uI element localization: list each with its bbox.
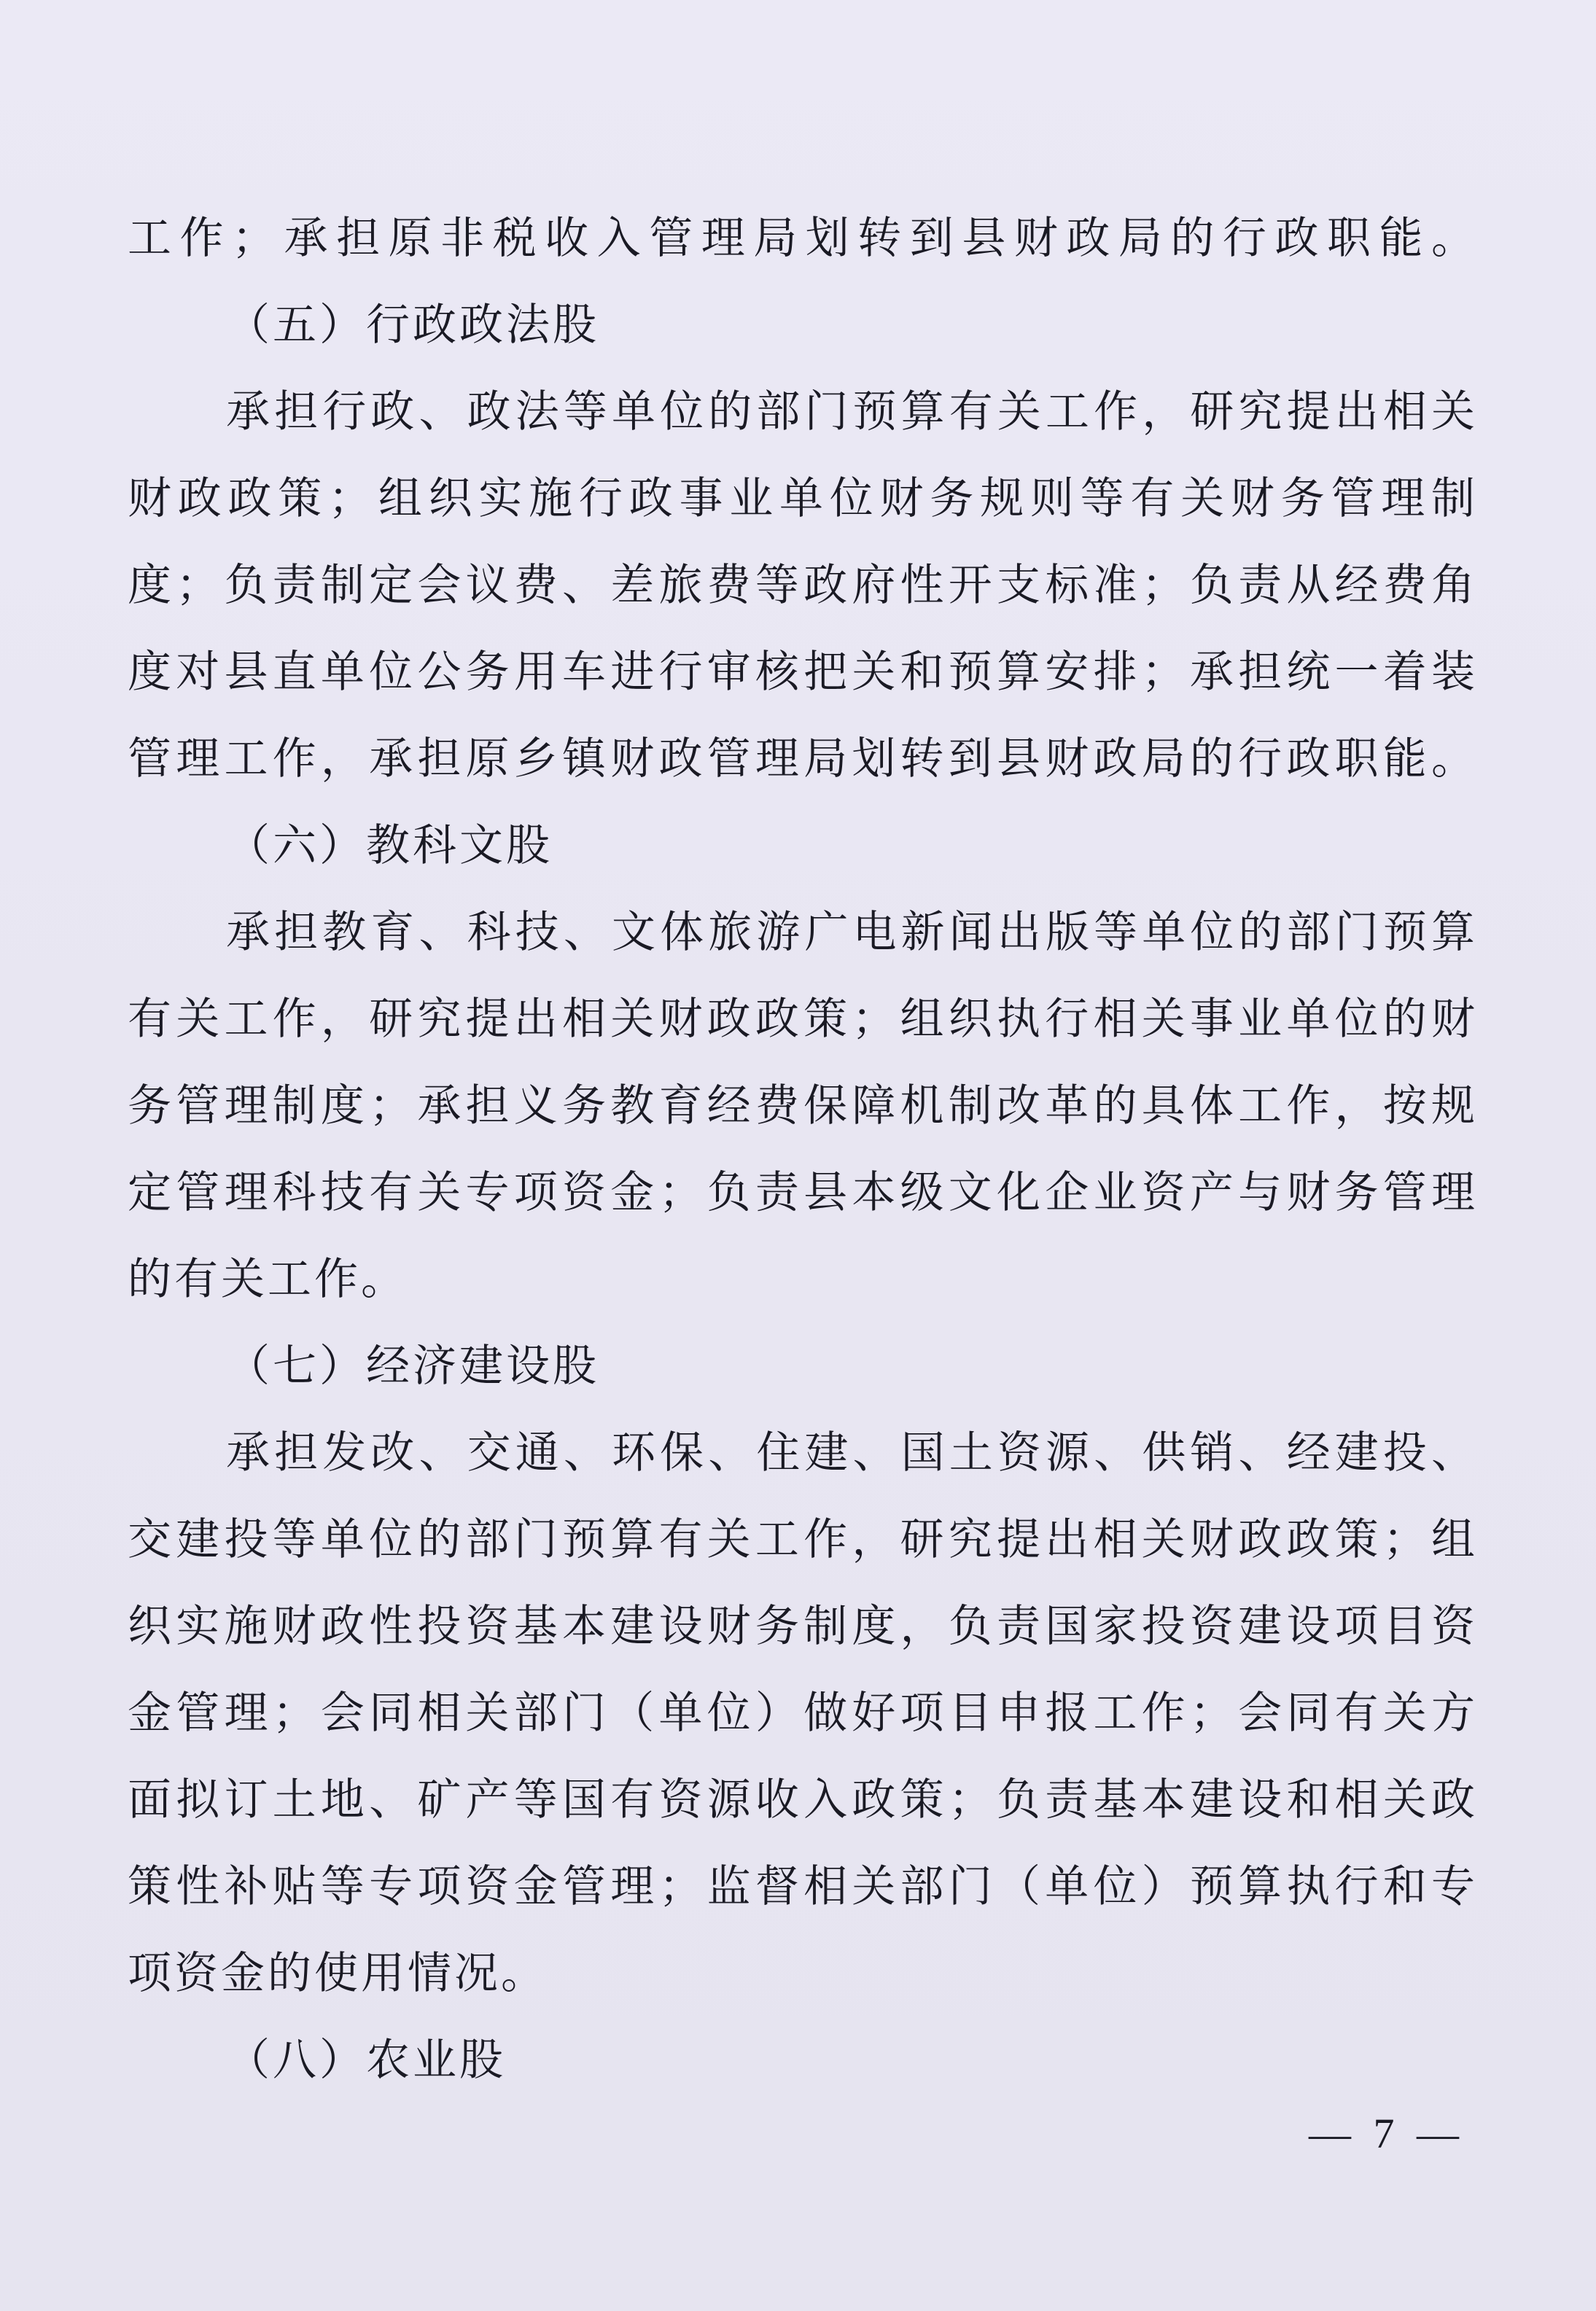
paragraph-line: 工作；承担原非税收入管理局划转到县财政局的行政职能。 [128, 213, 1476, 264]
paragraph-line: 度对县直单位公务用车进行审核把关和预算安排；承担统一着装 [128, 647, 1476, 698]
section-heading: （八）农业股 [226, 2035, 506, 2086]
document-body [128, 195, 1476, 2104]
section-heading: （六）教科文股 [226, 820, 553, 871]
section-heading: （七）经济建设股 [226, 1341, 599, 1392]
paragraph-line: 承担教育、科技、文体旅游广电新闻出版等单位的部门预算 [226, 907, 1476, 958]
paragraph-line: 度；负责制定会议费、差旅费等政府性开支标准；负责从经费角 [128, 560, 1476, 611]
paragraph-line: 策性补贴等专项资金管理；监督相关部门（单位）预算执行和专 [128, 1861, 1476, 1912]
paragraph-line: 金管理；会同相关部门（单位）做好项目申报工作；会同有关方 [128, 1688, 1476, 1739]
paragraph-line: 定管理科技有关专项资金；负责县本级文化企业资产与财务管理 [128, 1167, 1476, 1218]
paragraph-line: 织实施财政性投资基本建设财务制度，负责国家投资建设项目资 [128, 1601, 1476, 1652]
paragraph-line: 务管理制度；承担义务教育经费保障机制改革的具体工作，按规 [128, 1080, 1476, 1131]
page-number: — 7 — [1309, 2110, 1465, 2157]
paragraph-line: 财政政策；组织实施行政事业单位财务规则等有关财务管理制 [128, 473, 1476, 524]
section-heading: （五）行政政法股 [226, 300, 599, 351]
paragraph-line: 的有关工作。 [128, 1254, 408, 1305]
paragraph-line: 面拟订土地、矿产等国有资源收入政策；负责基本建设和相关政 [128, 1774, 1476, 1825]
paragraph-line: 管理工作，承担原乡镇财政管理局划转到县财政局的行政职能。 [128, 733, 1476, 784]
paragraph-line: 项资金的使用情况。 [128, 1948, 548, 1999]
paragraph-line: 有关工作，研究提出相关财政政策；组织执行相关事业单位的财 [128, 994, 1476, 1045]
paragraph-line: 承担发改、交通、环保、住建、国土资源、供销、经建投、 [226, 1427, 1476, 1478]
paragraph-line: 承担行政、政法等单位的部门预算有关工作，研究提出相关 [226, 386, 1476, 437]
paragraph-line: 交建投等单位的部门预算有关工作，研究提出相关财政政策；组 [128, 1514, 1476, 1565]
